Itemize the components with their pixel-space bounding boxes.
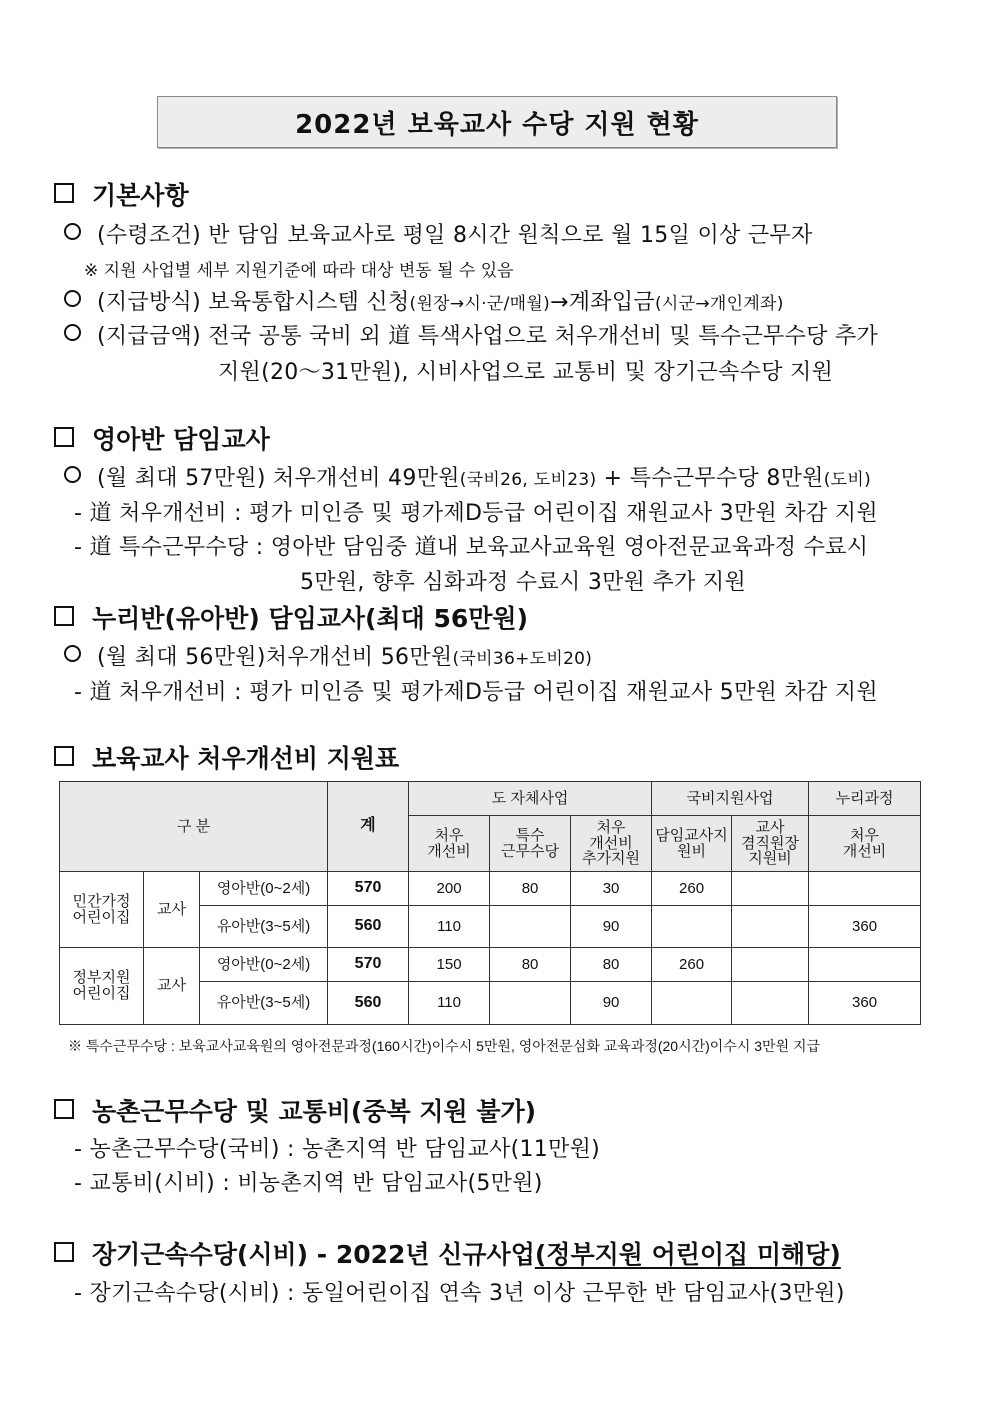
allowance-table bbox=[59, 781, 921, 1025]
cell: 150 bbox=[409, 948, 490, 982]
cell: 360 bbox=[809, 982, 921, 1025]
basic-condition-line: (수령조건) 반 담임 보육교사로 평일 8시간 원칙으로 월 15일 이상 근무자 bbox=[64, 218, 813, 249]
cell: 90 bbox=[571, 906, 652, 948]
group-private: 민간가정 어린이집 bbox=[60, 872, 144, 948]
cell: 80 bbox=[490, 948, 571, 982]
cell bbox=[652, 982, 732, 1025]
subheader-nuri-improvement: 처우 개선비 bbox=[809, 816, 921, 872]
class-name: 영아반(0~2세) bbox=[200, 948, 328, 982]
cell: 30 bbox=[571, 872, 652, 906]
page-title: 2022년 보육교사 수당 지원 현황 bbox=[157, 96, 837, 148]
circle-bullet-icon bbox=[64, 324, 81, 341]
cell bbox=[732, 982, 809, 1025]
square-bullet-icon bbox=[54, 1099, 74, 1119]
subheader-improvement: 처우 개선비 bbox=[409, 816, 490, 872]
cell: 200 bbox=[409, 872, 490, 906]
header-nuri: 누리과정 bbox=[809, 782, 921, 816]
circle-bullet-icon bbox=[64, 466, 81, 483]
header-national: 국비지원사업 bbox=[652, 782, 809, 816]
basic-note: ※ 지원 사업별 세부 지원기준에 따라 대상 변동 될 수 있음 bbox=[84, 261, 514, 281]
infant-line-3-cont: 5만원, 향후 심화과정 수료시 3만원 추가 지원 bbox=[300, 570, 747, 595]
group-government: 정부지원 어린이집 bbox=[60, 948, 144, 1025]
section-basic-heading: 기본사항 bbox=[54, 176, 189, 212]
cell: 80 bbox=[571, 948, 652, 982]
subheader-director: 교사 겸직원장 지원비 bbox=[732, 816, 809, 872]
section-rural-heading: 농촌근무수당 및 교통비(중복 지원 불가) bbox=[54, 1092, 536, 1128]
table-row bbox=[60, 948, 921, 982]
cell bbox=[809, 872, 921, 906]
square-bullet-icon bbox=[54, 427, 74, 447]
table-row bbox=[60, 872, 921, 906]
cell bbox=[490, 906, 571, 948]
circle-bullet-icon bbox=[64, 645, 81, 662]
section-longterm-heading: 장기근속수당(시비) - 2022년 신규사업(정부지원 어린이집 미해당) bbox=[54, 1235, 841, 1271]
section-infant-heading: 영아반 담임교사 bbox=[54, 420, 270, 456]
nuri-line-2: - 道 처우개선비 : 평가 미인증 및 평가제D등급 어린이집 재원교사 5만원 차감 지원 bbox=[74, 680, 878, 705]
nuri-line-1: (월 최대 56만원)처우개선비 56만원(국비36+도비20) bbox=[64, 640, 592, 671]
cell bbox=[732, 948, 809, 982]
cell bbox=[732, 906, 809, 948]
infant-line-3: - 道 특수근무수당 : 영아반 담임중 道내 보육교사교육원 영아전문교육과정 수료시 bbox=[74, 535, 869, 560]
longterm-line-1: - 장기근속수당(시비) : 동일어린이집 연속 3년 이상 근무한 반 담임교사(3만원) bbox=[74, 1281, 845, 1306]
infant-line-2: - 道 처우개선비 : 평가 미인증 및 평가제D등급 어린이집 재원교사 3만원 차감 지원 bbox=[74, 501, 878, 526]
row-total: 570 bbox=[328, 948, 409, 982]
row-total: 560 bbox=[328, 906, 409, 948]
cell: 110 bbox=[409, 982, 490, 1025]
role-teacher: 교사 bbox=[144, 948, 200, 1025]
role-teacher: 교사 bbox=[144, 872, 200, 948]
class-name: 유아반(3~5세) bbox=[200, 906, 328, 948]
section-table-heading: 보육교사 처우개선비 지원표 bbox=[54, 739, 399, 775]
basic-amount-line: (지급금액) 전국 공통 국비 외 道 특색사업으로 처우개선비 및 특수근무수당 추가 bbox=[64, 319, 878, 350]
subheader-homeroom: 담임교사지 원비 bbox=[652, 816, 732, 872]
square-bullet-icon bbox=[54, 746, 74, 766]
class-name: 영아반(0~2세) bbox=[200, 872, 328, 906]
cell: 260 bbox=[652, 872, 732, 906]
circle-bullet-icon bbox=[64, 223, 81, 240]
header-do: 도 자체사업 bbox=[409, 782, 652, 816]
table-footnote: ※ 특수근무수당 : 보육교사교육원의 영아전문과정(160시간)이수시 5만원, 영아전문심화 교육과정(20시간)이수시 3만원 지급 bbox=[68, 1038, 821, 1054]
rural-line-1: - 농촌근무수당(국비) : 농촌지역 반 담임교사(11만원) bbox=[74, 1137, 601, 1162]
square-bullet-icon bbox=[54, 1242, 74, 1262]
section-nuri-heading: 누리반(유아반) 담임교사(최대 56만원) bbox=[54, 599, 528, 635]
basic-amount-line-cont: 지원(20～31만원), 시비사업으로 교통비 및 장기근속수당 지원 bbox=[218, 360, 834, 385]
header-gubun: 구 분 bbox=[60, 782, 328, 872]
infant-line-1: (월 최대 57만원) 처우개선비 49만원(국비26, 도비23) + 특수근무수당 8만원(도비) bbox=[64, 461, 871, 492]
square-bullet-icon bbox=[54, 606, 74, 626]
cell: 80 bbox=[490, 872, 571, 906]
cell bbox=[732, 872, 809, 906]
square-bullet-icon bbox=[54, 183, 74, 203]
subheader-extra: 처우 개선비 추가지원 bbox=[571, 816, 652, 872]
row-total: 570 bbox=[328, 872, 409, 906]
rural-line-2: - 교통비(시비) : 비농촌지역 반 담임교사(5만원) bbox=[74, 1171, 543, 1196]
cell: 110 bbox=[409, 906, 490, 948]
cell: 90 bbox=[571, 982, 652, 1025]
cell: 260 bbox=[652, 948, 732, 982]
cell bbox=[809, 948, 921, 982]
cell bbox=[490, 982, 571, 1025]
class-name: 유아반(3~5세) bbox=[200, 982, 328, 1025]
row-total: 560 bbox=[328, 982, 409, 1025]
header-total: 계 bbox=[328, 782, 409, 872]
cell bbox=[652, 906, 732, 948]
cell: 360 bbox=[809, 906, 921, 948]
subheader-special: 특수 근무수당 bbox=[490, 816, 571, 872]
circle-bullet-icon bbox=[64, 290, 81, 307]
basic-method-line: (지급방식) 보육통합시스템 신청(원장→시·군/매월)→계좌입금(시군→개인계좌) bbox=[64, 285, 784, 316]
